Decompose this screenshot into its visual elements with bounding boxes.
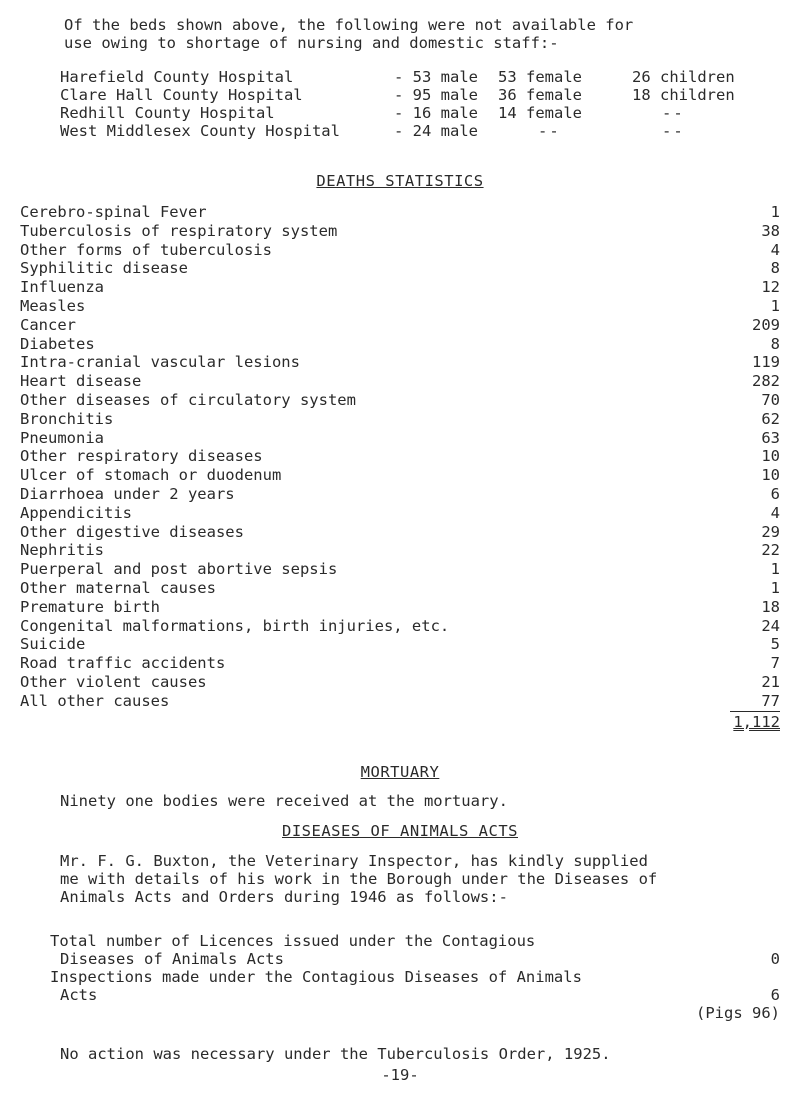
death-count: 62 [761, 409, 780, 428]
death-count: 119 [752, 353, 780, 372]
death-row [20, 278, 780, 297]
death-count: 70 [761, 390, 780, 409]
death-count: 8 [770, 334, 780, 353]
cause-label: Intra-cranial vascular lesions [20, 353, 300, 372]
beds-row [60, 68, 780, 86]
death-row [20, 372, 780, 391]
children-beds: 18 children [632, 86, 735, 104]
death-count: 18 [761, 597, 780, 616]
death-count: 209 [752, 315, 780, 334]
female-beds: 14 female [498, 104, 582, 122]
closing-text: No action was necessary under the Tuberculosis Order, 1925. [60, 1045, 611, 1063]
death-count: 24 [761, 616, 780, 635]
male-beds: - 95 male [394, 86, 478, 104]
diseases-of-animals-heading: DISEASES OF ANIMALS ACTS [282, 822, 518, 840]
inspections-label-1: Inspections made under the Contagious Diseases of Animals [50, 968, 582, 986]
death-row [20, 523, 780, 542]
cause-label: Premature birth [20, 597, 160, 616]
inspections-value: 6 [770, 986, 780, 1004]
cause-label: Tuberculosis of respiratory system [20, 221, 338, 240]
death-row [20, 466, 780, 485]
death-row [20, 617, 780, 636]
hospital-name: Clare Hall County Hospital [60, 86, 303, 104]
children-beds: 26 children [632, 68, 735, 86]
death-count: 10 [761, 447, 780, 466]
cause-label: Nephritis [20, 541, 104, 560]
cause-label: Congenital malformations, birth injuries, etc. [20, 616, 450, 635]
mortuary-paragraph [60, 792, 780, 810]
death-row [20, 447, 780, 466]
female-beds: -- [538, 122, 561, 140]
licences-value: 0 [770, 950, 780, 968]
cause-label: Bronchitis [20, 409, 114, 428]
death-row [20, 635, 780, 654]
pigs-row [50, 1004, 780, 1022]
death-row [20, 316, 780, 335]
cause-label: Ulcer of stomach or duodenum [20, 466, 282, 485]
death-row [20, 560, 780, 579]
death-count: 1 [770, 203, 780, 221]
animals-figures [50, 932, 780, 1022]
mortuary-text: Ninety one bodies were received at the mortuary. [60, 792, 508, 810]
death-count: 63 [761, 428, 780, 447]
page-number: -19- [381, 1066, 419, 1084]
death-count: 5 [770, 635, 780, 654]
death-count: 1 [770, 578, 780, 597]
death-count: 12 [761, 278, 780, 297]
beds-row [60, 86, 780, 104]
inspections-row [50, 968, 780, 986]
death-row [20, 673, 780, 692]
male-beds: - 16 male [394, 104, 478, 122]
deaths-total-row [20, 711, 780, 733]
cause-label: Other digestive diseases [20, 522, 244, 541]
death-row [20, 353, 780, 372]
death-count: 22 [761, 541, 780, 560]
hospital-name: Harefield County Hospital [60, 68, 294, 86]
death-row [20, 654, 780, 673]
closing-paragraph [60, 1045, 780, 1063]
cause-label: Puerperal and post abortive sepsis [20, 560, 338, 579]
death-count: 282 [752, 372, 780, 391]
intro-line-1: Of the beds shown above, the following were not available for [64, 16, 634, 34]
animals-line-3: Animals Acts and Orders during 1946 as follows:- [60, 888, 508, 906]
cause-label: Other forms of tuberculosis [20, 240, 272, 259]
cause-label: Diabetes [20, 334, 95, 353]
death-row [20, 410, 780, 429]
death-count: 1 [770, 560, 780, 579]
cause-label: Road traffic accidents [20, 654, 226, 673]
mortuary-heading: MORTUARY [360, 763, 440, 781]
cause-label: Cancer [20, 315, 76, 334]
cause-label: Appendicitis [20, 503, 132, 522]
death-row [20, 391, 780, 410]
death-row [20, 579, 780, 598]
licences-label-2: Diseases of Animals Acts [60, 950, 284, 968]
death-count: 29 [761, 522, 780, 541]
deaths-statistics-heading: DEATHS STATISTICS [316, 172, 484, 190]
death-row [20, 692, 780, 711]
death-row [20, 541, 780, 560]
death-count: 77 [761, 691, 780, 710]
beds-row [60, 122, 780, 140]
female-beds: 36 female [498, 86, 582, 104]
death-count: 21 [761, 672, 780, 691]
female-beds: 53 female [498, 68, 582, 86]
cause-label: Heart disease [20, 372, 142, 391]
cause-label: Other violent causes [20, 672, 207, 691]
licences-label-1: Total number of Licences issued under the Contagious [50, 932, 536, 950]
death-row [20, 203, 780, 222]
death-row [20, 335, 780, 354]
unavailable-beds-table [60, 68, 780, 140]
inspections-label-2: Acts [60, 986, 98, 1004]
male-beds: - 24 male [394, 122, 478, 140]
death-row [20, 429, 780, 448]
death-count: 6 [770, 484, 780, 503]
animals-line-1: Mr. F. G. Buxton, the Veterinary Inspector, has kindly supplied [60, 852, 648, 870]
beds-row [60, 104, 780, 122]
death-count: 8 [770, 259, 780, 278]
intro-paragraph [64, 16, 784, 52]
death-row [20, 598, 780, 617]
death-row [20, 259, 780, 278]
death-count: 1 [770, 296, 780, 315]
deaths-total: 1,112 [733, 712, 780, 731]
inspections-row-2 [50, 986, 780, 1004]
deaths-statistics-table [20, 203, 780, 733]
cause-label: Influenza [20, 278, 104, 297]
death-row [20, 241, 780, 260]
pigs-note: (Pigs 96) [696, 1004, 780, 1022]
licences-row [50, 932, 780, 950]
cause-label: Diarrhoea under 2 years [20, 484, 235, 503]
cause-label: Pneumonia [20, 428, 104, 447]
intro-line-2: use owing to shortage of nursing and domestic staff:- [64, 34, 559, 52]
death-count: 4 [770, 503, 780, 522]
cause-label: Other maternal causes [20, 578, 216, 597]
death-count: 10 [761, 466, 780, 485]
cause-label: All other causes [20, 691, 170, 710]
hospital-name: Redhill County Hospital [60, 104, 275, 122]
death-row [20, 485, 780, 504]
cause-label: Cerebro-spinal Fever [20, 203, 207, 221]
cause-label: Measles [20, 296, 86, 315]
licences-row-2 [50, 950, 780, 968]
male-beds: - 53 male [394, 68, 478, 86]
death-count: 38 [761, 221, 780, 240]
death-count: 4 [770, 240, 780, 259]
death-count: 7 [770, 654, 780, 673]
cause-label: Syphilitic disease [20, 259, 188, 278]
death-row [20, 297, 780, 316]
death-row [20, 222, 780, 241]
cause-label: Suicide [20, 635, 86, 654]
death-row [20, 504, 780, 523]
children-beds: -- [662, 104, 685, 122]
cause-label: Other respiratory diseases [20, 447, 263, 466]
children-beds: -- [662, 122, 685, 140]
animals-line-2: me with details of his work in the Borough under the Diseases of [60, 870, 658, 888]
animals-paragraph [60, 852, 780, 906]
hospital-name: West Middlesex County Hospital [60, 122, 340, 140]
cause-label: Other diseases of circulatory system [20, 390, 356, 409]
